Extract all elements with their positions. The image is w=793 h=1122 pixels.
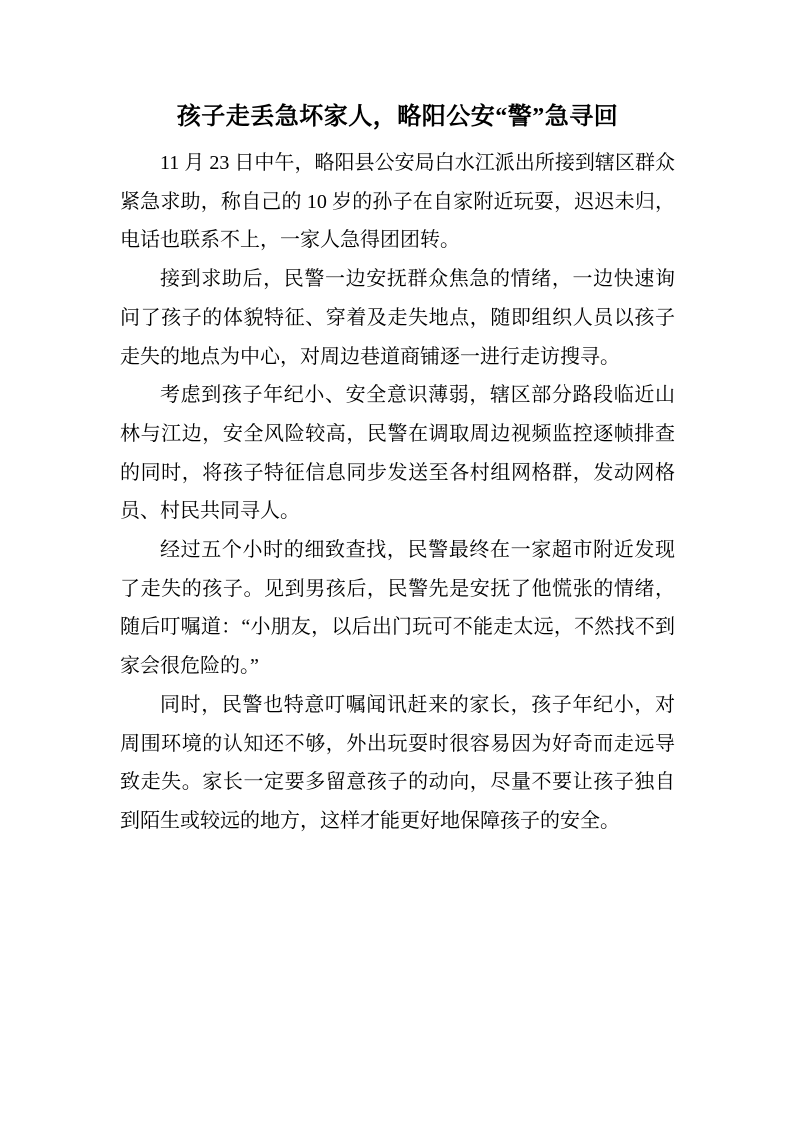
article-paragraph-3: 考虑到孩子年纪小、安全意识薄弱，辖区部分路段临近山林与江边，安全风险较高，民警在调取周边视频监控逐帧排查的同时，将孩子特征信息同步发送至各村组网格群，发动网格员、村民共同寻人。 <box>120 384 675 523</box>
article-paragraph-5: 同时，民警也特意叮嘱闻讯赶来的家长，孩子年纪小，对周围环境的认知还不够，外出玩耍时很容易因为好奇而走远导致走失。家长一定要多留意孩子的动向，尽量不要让孩子独自到陌生或较远的地方，这样才能更好地保障孩子的安全。 <box>120 693 675 832</box>
article-paragraph-1: 11 月 23 日中午，略阳县公安局白水江派出所接到辖区群众紧急求助，称自己的 10 岁的孙子在自家附近玩耍，迟迟未归，电话也联系不上，一家人急得团团转。 <box>120 152 675 252</box>
article-body <box>120 103 675 841</box>
article-paragraph-2: 接到求助后，民警一边安抚群众焦急的情绪，一边快速询问了孩子的体貌特征、穿着及走失地点，随即组织人员以孩子走失的地点为中心，对周边巷道商铺逐一进行走访搜寻。 <box>120 268 675 368</box>
article-title: 孩子走丢急坏家人，略阳公安“警”急寻回 <box>176 104 619 130</box>
article-paragraph-4: 经过五个小时的细致查找，民警最终在一家超市附近发现了走失的孩子。见到男孩后，民警先是安抚了他慌张的情绪，随后叮嘱道：“小朋友，以后出门玩可不能走太远，不然找不到家会很危险的。” <box>120 539 675 678</box>
